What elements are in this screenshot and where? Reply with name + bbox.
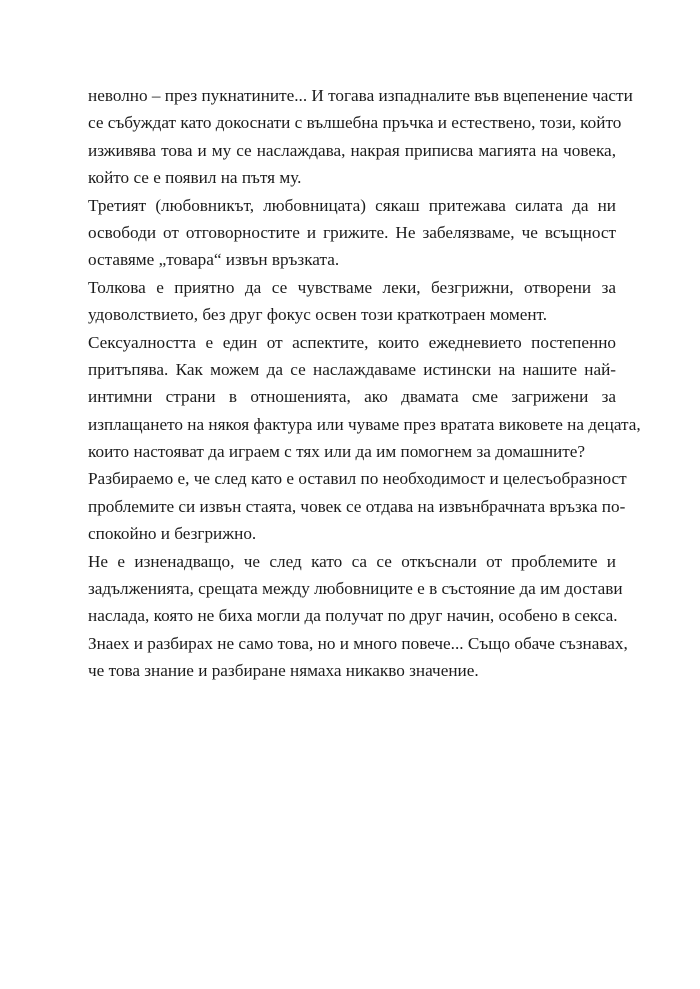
text-line: освободи от отговорностите и грижите. Не забелязваме, че всъщност: [88, 222, 616, 242]
text-line: проблемите си извън стаята, човек се отдава на извънбрачната връзка по-: [88, 496, 626, 516]
text-line: които настояват да играем с тях или да им помогнем за домашните?: [88, 442, 585, 462]
paragraph: [88, 465, 627, 547]
text-line: спокойно и безгрижно.: [88, 524, 257, 544]
text-line: изплащането на някоя фактура или чуваме през вратата виковете на децата,: [88, 414, 641, 434]
paragraph: [88, 82, 633, 192]
text-line: интимни страни в отношенията, ако двамата сме загрижени за: [88, 387, 616, 407]
text-line: притъпява. Как можем да се наслаждаваме истински на нашите най-: [88, 359, 616, 379]
paragraph: [88, 630, 628, 685]
paragraph: [88, 329, 641, 466]
text-line: наслада, която не биха могли да получат по друг начин, особено в секса.: [88, 606, 618, 626]
text-line: Разбираемо е, че след като е оставил по необходимост и целесъобразност: [88, 469, 627, 489]
text-line: се събуждат като докоснати с вълшебна пръчка и естествено, този, който: [88, 113, 622, 133]
text-line: Сексуалността е един от аспектите, които ежедневието постепенно: [88, 332, 616, 352]
text-line: задълженията, срещата между любовниците е в състояние да им достави: [88, 579, 623, 599]
text-line: Третият (любовникът, любовницата) сякаш притежава силата да ни: [88, 195, 616, 215]
text-line: изживява това и му се наслаждава, накрая приписва магията на човека,: [88, 140, 616, 160]
text-line: че това знание и разбиране нямаха никакво значение.: [88, 661, 479, 681]
paragraph: [88, 192, 616, 274]
text-line: удоволствието, без друг фокус освен този краткотраен момент.: [88, 305, 548, 325]
body-text: [88, 82, 641, 685]
text-line: Знаех и разбирах не само това, но и много повече... Също обаче съзнавах,: [88, 633, 628, 653]
text-line: неволно – през пукнатините... И тогава изпадналите във вцепенение части: [88, 86, 633, 105]
paragraph: [88, 548, 623, 630]
text-line: оставяме „товара“ извън връзката.: [88, 250, 340, 270]
text-line: който се е появил на пътя му.: [88, 168, 302, 188]
text-line: Толкова е приятно да се чувстваме леки, безгрижни, отворени за: [88, 277, 616, 297]
paragraph: [88, 274, 616, 329]
text-line: Не е изненадващо, че след като са се откъснали от проблемите и: [88, 551, 616, 571]
